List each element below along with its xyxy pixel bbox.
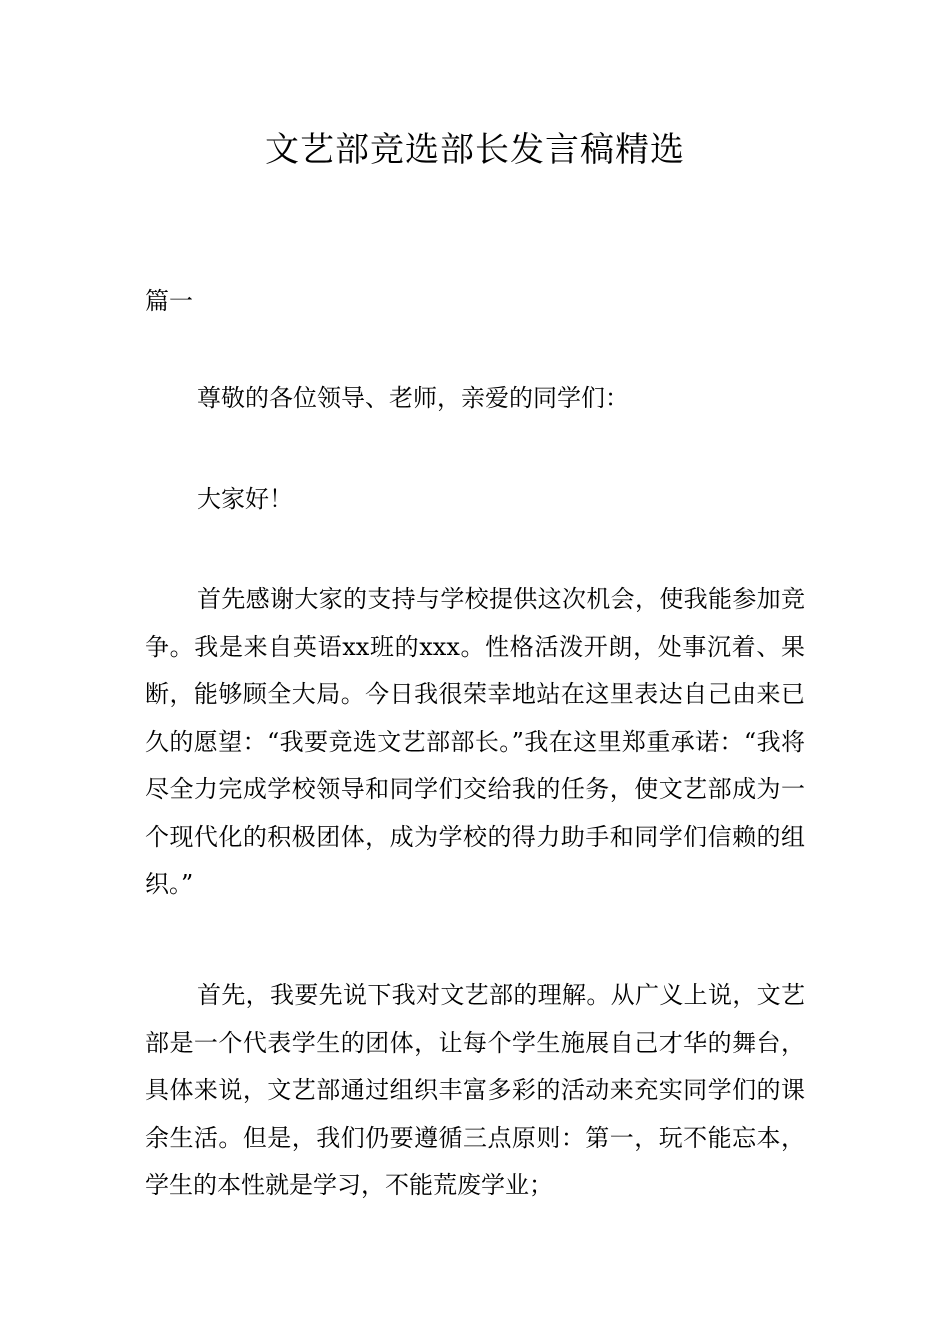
document-title: 文艺部竞选部长发言稿精选 [265,130,685,170]
paragraph-introduction: 首先感谢大家的支持与学校提供这次机会，使我能参加竞争。我是来自英语xx班的xxx。性格活泼开朗，处事沉着、果断，能够顾全大局。今日我很荣幸地站在这里表达自己由来已久的愿望：“我要竞选文艺部部长。”我在这里郑重承诺：“我将尽全力完成学校领导和同学们交给我的任务，使文艺部成为一个现代化的积极团体，成为学校的得力助手和同学们信赖的组织。” [145,585,805,898]
section-label: 篇一 [145,287,193,315]
paragraph-greeting: 尊敬的各位领导、老师，亲爱的同学们： [197,384,629,412]
paragraph-understanding: 首先，我要先说下我对文艺部的理解。从广义上说，文艺部是一个代表学生的团体，让每个学生施展自己才华的舞台，具体来说，文艺部通过组织丰富多彩的活动来充实同学们的课余生活。但是，我们仍要遵循三点原则：第一，玩不能忘本，学生的本性就是学习，不能荒废学业； [145,981,805,1199]
paragraph-hello: 大家好！ [197,485,293,513]
